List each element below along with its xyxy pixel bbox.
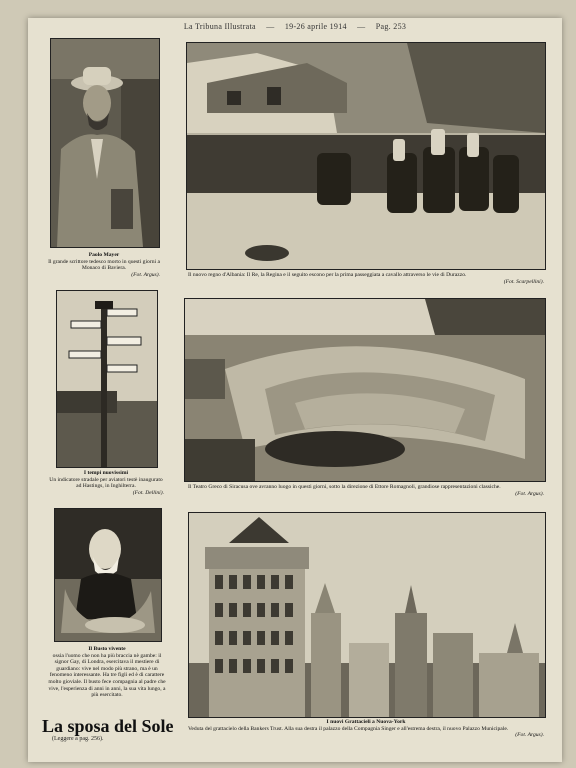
photo-siracusa-theatre [184,298,546,482]
caption-credit: (Fot. Argus). [515,490,544,497]
photo-busto-vivente [54,508,162,642]
photo-paolo-mayer [50,38,160,248]
caption-title: I tempi nuovissimi [83,470,129,476]
publication-name: La Tribuna Illustrata [183,22,256,31]
theatre-illustration [185,299,545,481]
caption-text: Veduta del grattacielo della Bankers Trust. Alla sua destra il palazzo della Compagnia Singer e all'estrema destra, il nuovo Palazzo Municipale. [188,725,509,732]
feuilleton-title: La sposa del Sole [42,716,174,736]
caption-paolo-mayer [48,252,160,278]
photo-albania-royals [186,42,546,270]
caption-credit: (Fot. Dellini). [132,489,164,496]
caption-signpost [48,470,164,496]
skyscraper-illustration [189,513,545,717]
feuilleton-note: (Leggere a pag. 256). [52,736,104,742]
feuilleton-block [42,716,182,742]
photo-signpost [56,290,158,468]
caption-new-york [188,719,544,739]
separator: — [266,22,275,31]
page-header [28,22,562,31]
bust-illustration [55,509,161,641]
page-number: Pag. 253 [375,22,407,31]
photo-new-york [188,512,546,718]
caption-credit: (Fot. Argus). [515,732,544,739]
caption-busto-vivente [48,646,166,699]
caption-text: Il grande scrittore tedesco morto in questi giorni a Monaco di Baviera. [48,258,160,272]
signpost-illustration [57,291,157,467]
issue-date: 19-26 aprile 1914 [284,22,347,31]
caption-siracusa-theatre [188,484,544,497]
separator: — [357,22,366,31]
newspaper-page [28,18,562,762]
caption-credit: (Fot. Scarpellini). [503,278,544,285]
caption-title: Il Busto vivente [88,646,126,652]
caption-albania-royals [188,272,544,285]
caption-text: Il Teatro Greco di Siracusa ove avranno luogo in questi giorni, sotto la direzione di Ettore Romagnoli, grandiose rappresentazioni classiche. [188,484,501,490]
caption-credit: (Fot. Argus). [131,271,160,278]
caption-text: Un indicatore stradale per aviatori testè inaugurato ad Hastings, in Inghilterra. [49,476,163,490]
caption-title: Paolo Mayer [88,252,120,258]
portrait-illustration [51,39,159,247]
cavalry-illustration [187,43,545,269]
caption-text: Il nuovo regno d'Albania: Il Re, la Regina e il seguito escono per la prima passeggiata a cavallo attraverso le vie di Durazzo. [188,272,467,278]
caption-title: I nuovi Grattacieli a Nuova-York [326,719,406,725]
caption-text: ossia l'uomo che non ha più braccia nè gambe: il signor Gay, di Londra, esercitava il mestiere di guardiano: vive nel modo più strano, ma è un fenomeno interessante. Ha tre figli ed è di carattere molto gioviale. Il busto fece compagnia al padre che vive, l'esperienza di anni in anni, la sua vita lungo, a più esercitato. [48,652,166,699]
